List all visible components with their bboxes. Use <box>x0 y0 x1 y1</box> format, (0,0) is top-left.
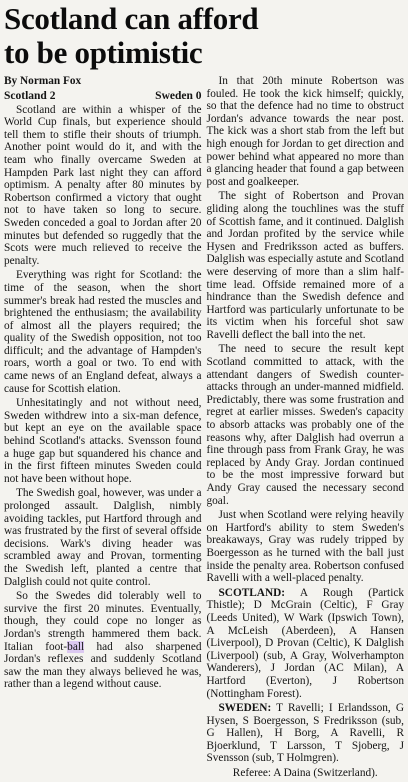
score-home: Scotland 2 <box>4 89 56 102</box>
paragraph: The Swedish goal, however, was under a prolonged assault. Dalglish, nimbly avoiding tackles, put Hartford through and was frustrated by the first of several offside decisions. Wark's diving header was scrambled away and Provan, tormenting the Swedish left, planted a centre that Dalglish could not quite control. <box>4 487 202 588</box>
lineup-scotland-label: SCOTLAND: <box>218 586 286 599</box>
paragraph: Unhesitatingly and not without need, Sweden withdrew into a six-man defence, but kept an eye on the available space behind Scotland's attacks. Svensson found a huge gap but squandered his chance and in the first fifteen minutes Sweden could not have been without hope. <box>4 397 202 485</box>
byline: By Norman Fox <box>4 75 82 87</box>
paragraph: In that 20th minute Robertson was fouled. He took the kick himself; quickly, so that the defence had no time to obstruct Jordan's advance towards the near post. The kick was a short stab from the left but high enough for Jordan to get direction and power behind what appeared no more than a glancing header that found a gap between post and goalkeeper. <box>206 75 404 188</box>
paragraph: Just when Scotland were relying heavily on Hartford's ability to stem Sweden's breakaways, Gray was rudely tripped by Boergesson as he turned with the ball just inside the penalty area. Robertson confused Ravelli with a well-placed penalty. <box>206 509 404 585</box>
score-line <box>4 90 202 103</box>
referee-line: Referee: A Daina (Switzerland). <box>232 767 378 780</box>
headline <box>4 2 404 70</box>
headline-line-2: to be optimistic <box>4 35 203 70</box>
score-away: Sweden 0 <box>155 89 202 102</box>
column-left <box>4 75 202 782</box>
paragraph-with-highlight <box>4 590 202 691</box>
paragraph-text-after: had also sharpened Jordan's reflexes and suddenly Scotland saw the man they always believed he was, rather than a legend without cause. <box>4 640 202 691</box>
lineup-scotland-text: A Rough (Partick Thistle); D McGrain (Celtic), F Gray (Leeds United), W Wark (Ipswich Town), A McLeish (Aberdeen), A Hansen (Liverpool), D Provan (Celtic), K Dalglish (Liverpool) (sub, A Gray, Wolverhampton Wanderers), J Jordan (AC Milan), A Hartford (Everton), J Robertson (Nottingham Forest). <box>206 586 404 700</box>
lineup-sweden-text: T Ravelli; I Erlandsson, G Hysen, S Boergesson, S Fredriksson (sub, G Hallen), H Borg, A Ravelli, R Bjoerklund, T Larsson, T Sjoberg, J Svensson (sub, T Holmgren). <box>206 702 404 765</box>
paragraph: The need to secure the result kept Scotland committed to attack, with the attendant dangers of Swedish counter-attacks through an under-manned midfield. Predictably, there was some frustration and regret at earlier misses. Sweden's capacity to absorb attacks was probably one of the reasons why, after Dalglish had overrun a fine through pass from Frank Gray, he was replaced by Andy Gray. Jordan continued to be the most impressive forward but Andy Gray caused the necessary second goal. <box>206 343 404 507</box>
paragraph-text-before: So the Swedes did tolerably well to survive the first 20 minutes. Eventually, though, they could cope no longer as Jordan's strength hammered them back. Italian foot- <box>4 590 202 653</box>
article-columns <box>4 75 404 782</box>
lineup-sweden <box>207 702 405 765</box>
lineup-scotland <box>207 587 405 700</box>
paragraph: The sight of Robertson and Provan gliding along the touchlines was the stuff of Scottish fame, and it continued. Dalglish and Jordan profited by the service while Hysen and Fredriksson acted as buffers. Dalglish was especially astute and Scotland were deserving of more than a slim half-time lead. Offside remained more of a hindrance than the Swedish defence and Hartford was particularly unfortunate to be its victim when his forceful shot saw Ravelli deflect the ball into the net. <box>206 190 404 341</box>
paragraph: Everything was right for Scotland: the time of the season, when the short summer's break had rested the muscles and brightened the enthusiasm; the availability of almost all the players required; the quality of the Swedish opposition, not too difficult; and the advantage of Hampden's roars, worth a goal or two. To end with came news of an England defeat, always a cause for Scottish elation. <box>4 269 202 395</box>
column-right <box>207 75 405 782</box>
paragraph: Scotland are within a whisper of the World Cup finals, but experience should tell them to stifle their shouts of triumph. Another point would do it, and with the team who finally overcame Sweden at Hampden Park last night they can afford optimism. A penalty after 80 minutes by Robertson confirmed a victory that ought not to have taken so long to secure. Sweden conceded a goal to Jordan after 20 minutes but defended so ruggedly that the Scots were much relieved to receive the penalty. <box>4 103 202 267</box>
lineup-sweden-label: SWEDEN: <box>218 702 272 715</box>
headline-line-1: Scotland can afford <box>4 1 259 36</box>
highlighted-word: ball <box>67 640 85 653</box>
